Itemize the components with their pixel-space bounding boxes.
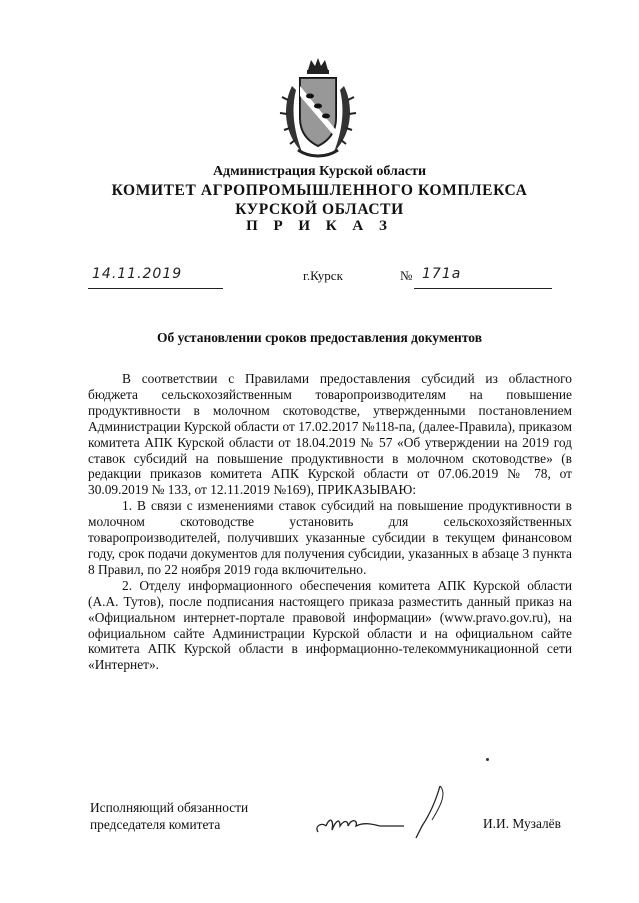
document-title: Об установлении сроков предоставления документов	[156, 330, 482, 345]
signatory-position	[90, 799, 248, 833]
paragraph-item-1: 1. В связи с изменениями ставок субсидий на повышение продуктивности в молочном скотоводстве установить для сельскохозяйственных товаропроизводителей, получивших указанные субсидии в текущем финансовом году, срок подачи документов для получения субсидии, указанных в абзаце 3 пункта 8 Правил, по 22 ноября 2019 года включительно.	[88, 498, 572, 577]
coat-of-arms-emblem	[278, 56, 358, 160]
date-value: 14.11.2019	[92, 266, 183, 282]
position-line1: Исполняющий обязанности	[90, 800, 249, 815]
position-line2: председателя комитета	[90, 817, 221, 832]
committee-heading-line2: КУРСКОЙ ОБЛАСТИ	[235, 201, 404, 218]
handwritten-signature	[312, 780, 462, 840]
signatory-name: И.И. Музалёв	[483, 816, 561, 831]
document-body	[88, 371, 572, 673]
doc-type-heading: П Р И К А З	[246, 218, 393, 234]
paragraph-preamble: В соответствии с Правилами предоставления субсидий из областного бюджета сельскохозяйственным товаропроизводителям на повышение продуктивности в молочном скотоводстве, утвержденными постановлением Администрации Курской области от 17.02.2017 №118-па, (далее-Правила), приказом комитета АПК Курской области от 18.04.2019 № 57 «Об утверждении на 2019 год ставок субсидий на повышение продуктивности в молочном скотоводстве» (в редакции приказов комитета АПК Курской области от 07.06.2019 № 78, от 30.09.2019 № 133, от 12.11.2019 №169), ПРИКАЗЫВАЮ:	[88, 371, 572, 498]
date-field	[88, 266, 223, 289]
number-value: 171а	[422, 266, 462, 282]
paragraph-item-2: 2. Отделу информационного обеспечения комитета АПК Курской области (А.А. Тутов), после подписания настоящего приказа разместить данный приказ на «Официальном интернет-портале правовой информации» (www.pravo.gov.ru), на официальном сайте Администрации Курской области и на официальном сайте комитета АПК Курской области в информационно-телекоммуникационной сети «Интернет».	[88, 577, 572, 673]
city-label: г.Курск	[303, 268, 343, 283]
committee-heading-line1: КОМИТЕТ АГРОПРОМЫШЛЕННОГО КОМПЛЕКСА	[111, 182, 528, 199]
speck	[486, 758, 489, 761]
number-field	[414, 266, 552, 289]
administration-heading: Администрация Курской области	[212, 164, 427, 179]
number-sign: №	[400, 268, 413, 283]
